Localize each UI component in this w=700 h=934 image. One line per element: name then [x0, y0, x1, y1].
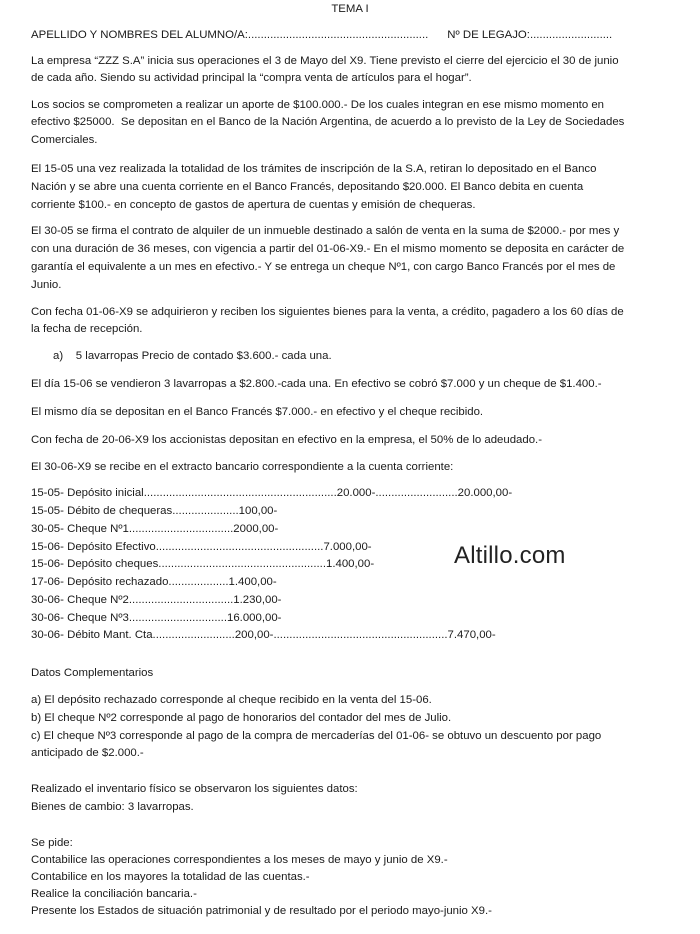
datos-line-c: c) El cheque Nº3 corresponde al pago de la compra de mercaderías del 01-06- se obtuvo un descuento por pago: [31, 730, 602, 742]
p1505-line-1: El 15-05 una vez realizada la totalidad de los trámites de inscripción de la S.A, retiran lo depositado en el Banco: [31, 163, 597, 175]
p1505-line-3: corriente $100.- en concepto de gastos de apertura de cuentas y emisión de chequeras.: [31, 199, 476, 211]
intro-line-2: de cada año. Siendo su actividad principal la “compra venta de artículos para el hogar”.: [31, 72, 472, 84]
extract-row-1: 15-05- Depósito inicial.............................................................20.000-..........................20.000,00-: [31, 487, 513, 499]
extract-row-4: 15-06- Depósito Efectivo.....................................................7.000,00-: [31, 541, 372, 553]
list-item-a: a) 5 lavarropas Precio de contado $3.600.- cada una.: [53, 350, 332, 362]
same-day-line: El mismo día se depositan en el Banco Francés $7.000.- en efectivo y el cheque recibido.: [31, 406, 484, 418]
inventario-line-2: Bienes de cambio: 3 lavarropas.: [31, 801, 194, 813]
se-pide-item-3: Realice la conciliación bancaria.-: [31, 888, 197, 900]
datos-line-c-cont: anticipado de $2.000.-: [31, 747, 144, 759]
p3006-line: El 30-06-X9 se recibe en el extracto bancario correspondiente a la cuenta corriente:: [31, 461, 454, 473]
p3005-line-2: con una duración de 36 meses, con vigencia a partir del 01-06-X9.- En el mismo momento se deposita en carácter de: [31, 243, 625, 255]
p3005-line-3: garantía el equivalente a un mes en efectivo.- Y se entrega un cheque Nº1, con cargo Banco Francés por el mes de: [31, 261, 616, 273]
student-header-line: APELLIDO Y NOMBRES DEL ALUMNO/A:......................................................... Nº DE LEGAJO:..........................: [31, 29, 613, 41]
se-pide-item-1: Contabilice las operaciones correspondientes a los meses de mayo y junio de X9.-: [31, 854, 448, 866]
socios-line-2: efectivo $25000. Se depositan en el Banco de la Nación Argentina, de acuerdo a lo previsto de la Ley de Sociedades: [31, 116, 625, 128]
p0106-line-2: la fecha de recepción.: [31, 323, 143, 335]
extract-row-3: 30-05- Cheque Nº1.................................2000,00-: [31, 523, 279, 535]
datos-line-b: b) El cheque Nº2 corresponde al pago de honorarios del contador del mes de Julio.: [31, 712, 452, 724]
p3005-line-1: El 30-05 se firma el contrato de alquiler de un inmueble destinado a salón de venta en la suma de $2000.- por mes y: [31, 225, 620, 237]
exam-title: TEMA I: [331, 3, 369, 15]
intro-line-1: La empresa “ZZZ S.A” inicia sus operaciones el 3 de Mayo del X9. Tiene previsto el cierre del ejercicio el 30 de junio: [31, 55, 619, 67]
p2006-line: Con fecha de 20-06-X9 los accionistas depositan en efectivo en la empresa, el 50% de lo adeudado.-: [31, 434, 543, 446]
extract-row-8: 30-06- Cheque Nº3...............................16.000,00-: [31, 612, 282, 624]
extract-row-5: 15-06- Depósito cheques.....................................................1.400,00-: [31, 558, 375, 570]
se-pide-item-2: Contabilice en los mayores la totalidad de las cuentas.-: [31, 871, 310, 883]
se-pide-title: Se pide:: [31, 837, 73, 849]
p0106-line-1: Con fecha 01-06-X9 se adquirieron y reciben los siguientes bienes para la venta, a crédito, pagadero a los 60 días de: [31, 306, 624, 318]
datos-line-a: a) El depósito rechazado corresponde al cheque recibido en la venta del 15-06.: [31, 694, 432, 706]
altillo-watermark: Altillo.com: [454, 542, 566, 569]
extract-row-9: 30-06- Débito Mant. Cta..........................200,00-.......................................................7.470,00-: [31, 629, 496, 641]
inventario-line-1: Realizado el inventario físico se observaron los siguientes datos:: [31, 783, 358, 795]
p3005-line-4: Junio.: [31, 279, 62, 291]
p1505-line-2: Nación y se abre una cuenta corriente en el Banco Francés, depositando $20.000. El Banco debita en cuenta: [31, 181, 584, 193]
extract-row-2: 15-05- Débito de chequeras.....................100,00-: [31, 505, 278, 517]
socios-line-1: Los socios se comprometen a realizar un aporte de $100.000.- De los cuales integran en ese mismo momento en: [31, 99, 605, 111]
p1506-line: El día 15-06 se vendieron 3 lavarropas a $2.800.-cada una. En efectivo se cobró $7.000 y un cheque de $1.400.-: [31, 378, 602, 390]
extract-row-7: 30-06- Cheque Nº2.................................1.230,00-: [31, 594, 282, 606]
socios-line-3: Comerciales.: [31, 134, 98, 146]
se-pide-item-4: Presente los Estados de situación patrimonial y de resultado por el periodo mayo-junio X9.-: [31, 905, 492, 917]
extract-row-6: 17-06- Depósito rechazado...................1.400,00-: [31, 576, 277, 588]
datos-title: Datos Complementarios: [31, 667, 154, 679]
